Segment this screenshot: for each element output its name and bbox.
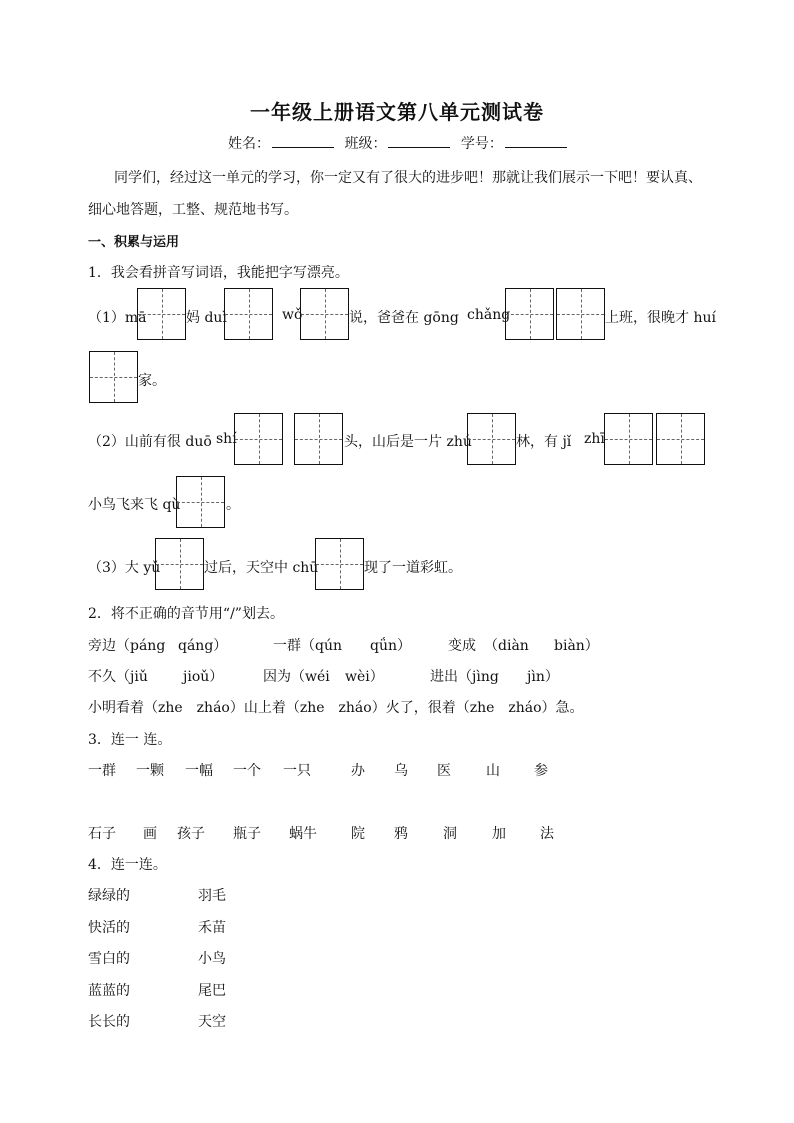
q2-r2-3: wèi） bbox=[345, 669, 384, 685]
writing-box[interactable] bbox=[604, 413, 653, 465]
q1-s3-a: （3）大 yǔ bbox=[88, 560, 161, 576]
q4-left-item[interactable]: 雪白的 bbox=[88, 951, 130, 967]
q2-r2-0: 不久（jiǔ bbox=[88, 669, 148, 685]
name-blank[interactable] bbox=[272, 135, 334, 148]
q3-bottom-item[interactable]: 瓶子 bbox=[233, 826, 261, 842]
q2-r1-6: biàn） bbox=[554, 638, 599, 654]
q1-s1-e: chǎng bbox=[467, 307, 511, 323]
q2-r3: 小明看着（zhe zháo）山上着（zhe zháo）火了，很着（zhe zháo）急。 bbox=[88, 700, 584, 716]
q3-bottom-item[interactable]: 法 bbox=[540, 826, 554, 842]
q3-bottom-item[interactable]: 蜗牛 bbox=[289, 826, 317, 842]
q2-r1-0: 旁边（páng bbox=[88, 638, 166, 654]
q3-top-item[interactable]: 山 bbox=[486, 763, 500, 779]
q1-s3-b: 过后，天空中 chū bbox=[204, 560, 319, 576]
q1-s1-c: wǒ bbox=[282, 307, 303, 323]
writing-box[interactable] bbox=[234, 413, 283, 465]
q3-top-item[interactable]: 参 bbox=[534, 763, 548, 779]
q4-right-item[interactable]: 禾苗 bbox=[198, 920, 226, 936]
q3-top-item[interactable]: 一颗 bbox=[136, 763, 164, 779]
q3-top-item[interactable]: 医 bbox=[437, 763, 451, 779]
writing-box[interactable] bbox=[300, 288, 349, 340]
q2-r2-4: 进出（jìng bbox=[430, 669, 499, 685]
q4-right-item[interactable]: 尾巴 bbox=[198, 983, 226, 999]
page-title: 一年级上册语文第八单元测试卷 bbox=[250, 100, 544, 124]
q1-s1-g: 家。 bbox=[138, 373, 166, 389]
q4-right-item[interactable]: 天空 bbox=[198, 1014, 226, 1030]
q3-top-item[interactable]: 一幅 bbox=[185, 763, 213, 779]
q3-top-item[interactable]: 一个 bbox=[233, 763, 261, 779]
q3-bottom-item[interactable]: 加 bbox=[492, 826, 506, 842]
q3-bottom-item[interactable]: 画 bbox=[143, 826, 157, 842]
section-heading: 一、积累与运用 bbox=[88, 235, 180, 250]
writing-box[interactable] bbox=[89, 351, 138, 403]
class-label: 班级： bbox=[344, 136, 387, 152]
q3-bottom-item[interactable]: 孩子 bbox=[177, 826, 205, 842]
q3-bottom-item[interactable]: 洞 bbox=[443, 826, 457, 842]
writing-box[interactable] bbox=[467, 413, 516, 465]
writing-box[interactable] bbox=[656, 413, 705, 465]
q1-s1-f: 上班，很晚才 huí bbox=[605, 310, 716, 326]
q1-s3-c: 现了一道彩虹。 bbox=[364, 560, 462, 576]
q2-r1-4: 变成 bbox=[448, 638, 476, 654]
q4-right-item[interactable]: 小鸟 bbox=[198, 951, 226, 967]
writing-box[interactable] bbox=[294, 413, 343, 465]
writing-box[interactable] bbox=[556, 288, 605, 340]
intro-line-2: 细心地答题，工整、规范地书写。 bbox=[88, 202, 298, 218]
q3-bottom-item[interactable]: 石子 bbox=[88, 826, 116, 842]
q2-title: 2．将不正确的音节用“/”划去。 bbox=[88, 606, 284, 622]
id-blank[interactable] bbox=[505, 135, 567, 148]
q2-r2-1: jioǔ） bbox=[183, 669, 224, 685]
q4-left-item[interactable]: 长长的 bbox=[88, 1014, 130, 1030]
q2-r2-5: jìn） bbox=[527, 669, 559, 685]
q1-s1-a: （1）mā bbox=[88, 310, 147, 326]
q1-s2-f: 小鸟飞来飞 qù bbox=[88, 497, 181, 513]
q1-s2-a: （2）山前有很 duō bbox=[88, 434, 212, 450]
q1-s1-b: 妈 duì bbox=[186, 310, 227, 326]
writing-box[interactable] bbox=[315, 538, 364, 590]
q3-top-item[interactable]: 一群 bbox=[88, 763, 116, 779]
writing-box[interactable] bbox=[505, 288, 554, 340]
student-info-line bbox=[228, 133, 573, 153]
q1-title: 1．我会看拼音写词语，我能把字写漂亮。 bbox=[88, 265, 349, 281]
q3-top-item[interactable]: 一只 bbox=[283, 763, 311, 779]
q4-left-item[interactable]: 蓝蓝的 bbox=[88, 983, 130, 999]
q1-s2-g: 。 bbox=[226, 497, 240, 513]
q1-s2-d: 林，有 jǐ bbox=[516, 434, 572, 450]
q2-r1-1: qáng） bbox=[178, 638, 228, 654]
q1-s2-c: 头，山后是一片 zhú bbox=[344, 434, 472, 450]
q2-r1-2: 一群（qún bbox=[273, 638, 342, 654]
id-label: 学号： bbox=[460, 136, 503, 152]
q2-r1-5: （diàn bbox=[484, 638, 529, 654]
q3-top-item[interactable]: 办 bbox=[351, 763, 365, 779]
intro-line-1: 同学们，经过这一单元的学习，你一定又有了很大的进步吧！那就让我们展示一下吧！要认真、 bbox=[114, 170, 702, 186]
q3-title: 3．连一 连。 bbox=[88, 732, 172, 748]
q2-r1-3: qǘn） bbox=[370, 638, 411, 654]
q1-s1-d: 说，爸爸在 gōng bbox=[349, 310, 459, 326]
q4-left-item[interactable]: 绿绿的 bbox=[88, 888, 130, 904]
writing-box[interactable] bbox=[176, 476, 225, 528]
q4-title: 4．连一连。 bbox=[88, 857, 167, 873]
q1-s2-e: zhī bbox=[584, 431, 605, 447]
q3-top-item[interactable]: 乌 bbox=[394, 763, 408, 779]
q3-bottom-item[interactable]: 鸦 bbox=[394, 826, 408, 842]
writing-box[interactable] bbox=[224, 288, 273, 340]
q2-r2-2: 因为（wéi bbox=[263, 669, 330, 685]
q4-right-item[interactable]: 羽毛 bbox=[198, 888, 226, 904]
q4-left-item[interactable]: 快活的 bbox=[88, 920, 130, 936]
q3-bottom-item[interactable]: 院 bbox=[351, 826, 365, 842]
name-label: 姓名： bbox=[228, 136, 270, 152]
class-blank[interactable] bbox=[388, 135, 450, 148]
writing-box[interactable] bbox=[155, 538, 204, 590]
q1-s2-b: shí bbox=[216, 431, 237, 447]
writing-box[interactable] bbox=[137, 288, 186, 340]
